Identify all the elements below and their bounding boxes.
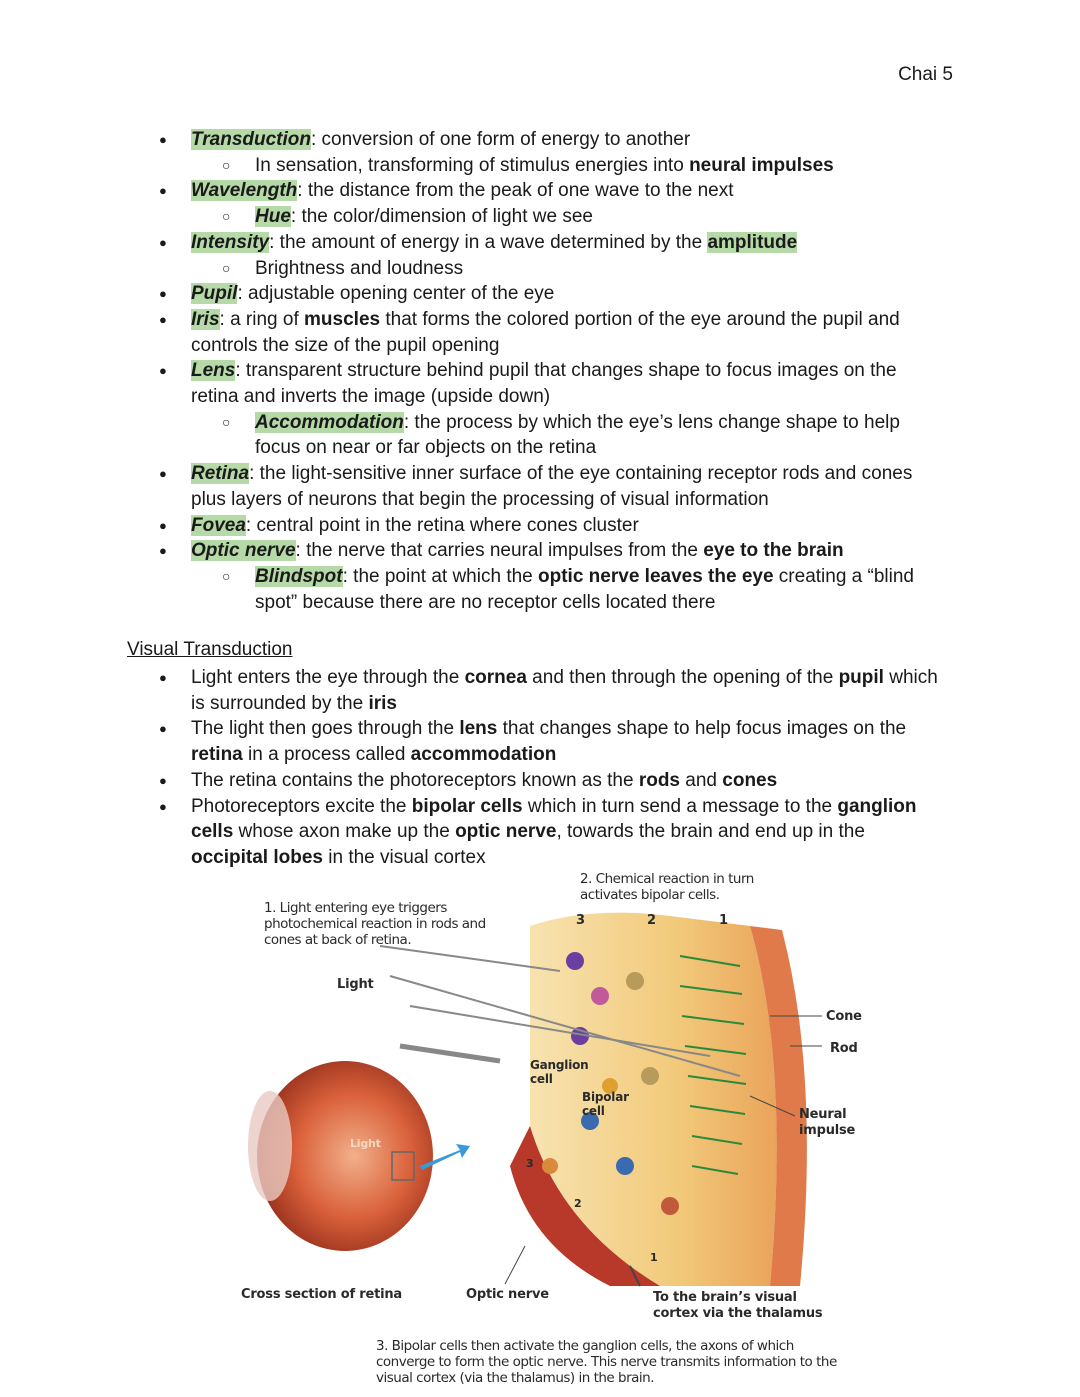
retina-diagram (230, 866, 950, 1396)
step-num-1: 1 (719, 913, 728, 928)
eye-lens (248, 1091, 292, 1201)
list-item: ● Light enters the eye through the cornea and then through the opening of the pupil which is surrounded by the iris (159, 667, 938, 714)
list-item: ● Iris: a ring of muscles that forms the colored portion of the eye around the pupil and controls the size of the pupil opening (159, 308, 900, 356)
inner-num-3: 3 (526, 1157, 534, 1170)
cone-label: Cone (826, 1009, 862, 1024)
definitions-list (0, 127, 1080, 615)
list-item: ● The retina contains the photoreceptors known as the rods and cones (159, 769, 778, 791)
list-item: ● Pupil: adjustable opening center of the eye (159, 283, 555, 305)
step-num-2: 2 (647, 913, 656, 928)
list-item: ● Transduction: conversion of one form of energy to another (159, 129, 691, 150)
brain-label: To the brain’s visual cortex via the thalamus (653, 1290, 823, 1321)
ganglion-cell-label: Ganglion cell (530, 1058, 589, 1086)
list-item: ● Photoreceptors excite the bipolar cells which in turn send a message to the ganglion cells whose axon make up the optic nerve, towards the brain and end up in the occipital lobes in the visual cortex (159, 795, 917, 868)
eye-light-label: Light (350, 1137, 381, 1150)
list-subitem: ○ In sensation, transforming of stimulus energies into neural impulses (222, 154, 834, 176)
list-item: ● Fovea: central point in the retina where cones cluster (159, 514, 639, 536)
list-item: ● Intensity: the amount of energy in a wave determined by the amplitude (159, 231, 798, 253)
cross-section-label: Cross section of retina (241, 1287, 402, 1302)
list-subitem: ○ Blindspot: the point at which the optic nerve leaves the eye creating a “blind spot” because there are no receptor cells located there (222, 565, 914, 613)
inner-num-2: 2 (574, 1197, 582, 1210)
list-item: ● Lens: transparent structure behind pupil that changes shape to focus images on the retina and inverts the image (upside down) (159, 360, 897, 408)
section-title: Visual Transduction (127, 639, 293, 660)
inner-num-1: 1 (650, 1251, 658, 1264)
optic-nerve-label: Optic nerve (466, 1287, 549, 1302)
list-item: ● The light then goes through the lens that changes shape to help focus images on the retina in a process called accommodation (159, 718, 907, 766)
step1-label: 1. Light entering eye triggers photochemical reaction in rods and cones at back of retina. (264, 900, 486, 948)
light-label: Light (337, 977, 374, 992)
visual-transduction-list (0, 665, 1080, 871)
page-author: Chai 5 (898, 64, 953, 85)
step2-label: 2. Chemical reaction in turn activates bipolar cells. (580, 871, 754, 903)
list-subitem: ○ Hue: the color/dimension of light we see (222, 206, 593, 228)
list-item: ● Retina: the light-sensitive inner surface of the eye containing receptor rods and cones plus layers of neurons that begin the processing of visual information (159, 463, 913, 510)
list-item: ● Wavelength: the distance from the peak of one wave to the next (159, 180, 734, 202)
list-item: ● Optic nerve: the nerve that carries neural impulses from the eye to the brain (159, 540, 844, 562)
bipolar-cell-label: Bipolar cell (582, 1090, 629, 1118)
neural-impulse-label: Neural impulse (799, 1107, 856, 1138)
list-subitem: ○ Brightness and loudness (222, 257, 464, 279)
rod-label: Rod (830, 1041, 858, 1056)
step-num-3: 3 (576, 913, 585, 928)
list-subitem: ○ Accommodation: the process by which the eye’s lens change shape to help focus on near or far objects on the retina (222, 411, 900, 459)
step3-label: 3. Bipolar cells then activate the ganglion cells, the axons of which converge to form the optic nerve. This nerve transmits information to the visual cortex (via the thalamus) in the brain. (376, 1338, 837, 1386)
